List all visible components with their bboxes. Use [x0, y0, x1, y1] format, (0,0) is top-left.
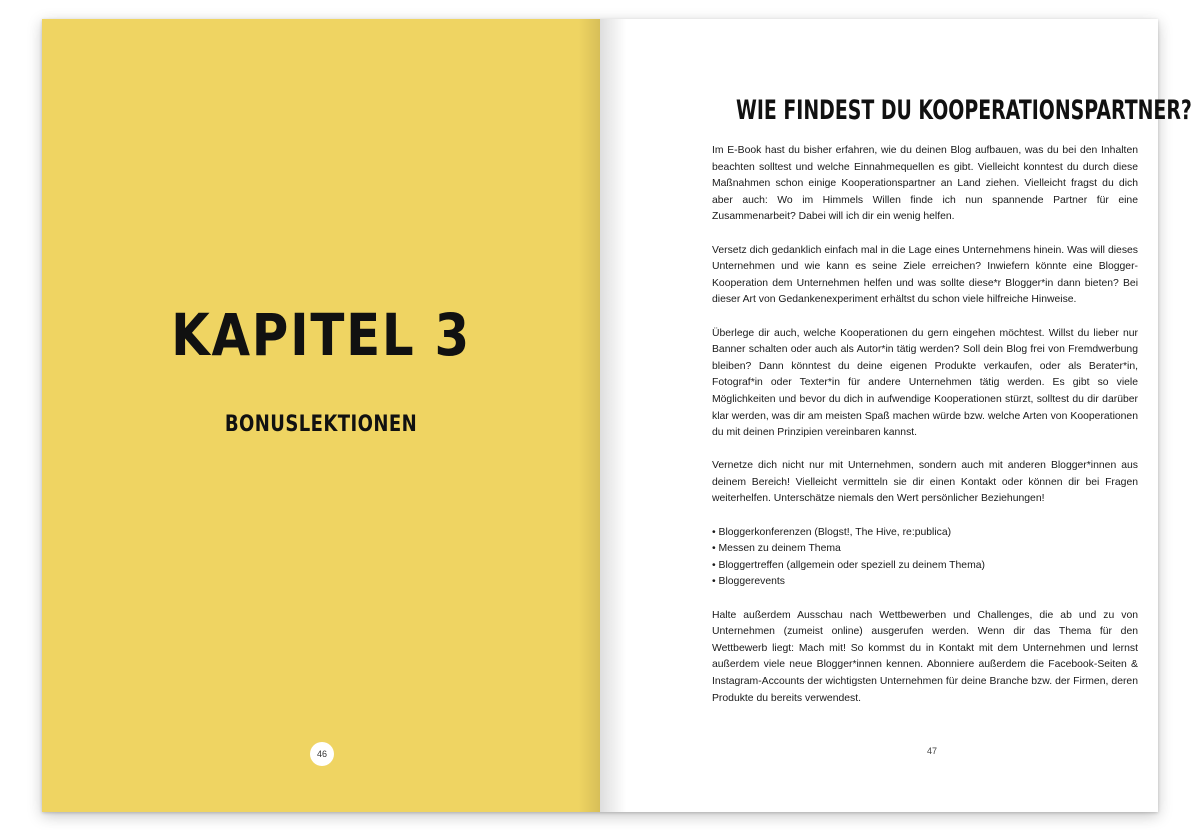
page-number-left: 46 — [310, 742, 334, 766]
spine-shadow — [578, 19, 600, 812]
chapter-title: KAPITEL 3 — [171, 301, 471, 369]
paragraph: Versetz dich gedanklich einfach mal in die Lage eines Unternehmens hinein. Was will dieses Unternehmen und wie kann es seine Ziele erreichen? Inwiefern könnte eine Blogger-Kooperation dem Unternehmen helfen und was sollte diese*r Blogger*in dann bieten? Bei dieser Art von Gedankenexperiment erhältst du schon viele hilfreiche Hinweise. — [712, 244, 1138, 306]
bullet-item: • Bloggerkonferenzen (Blogst!, The Hive, re:publica) — [712, 525, 1138, 542]
paragraph: Überlege dir auch, welche Kooperationen du gern eingehen möchtest. Willst du lieber nur Banner schalten oder auch als Autor*in tätig werden? Soll dein Blog frei von Fremdwerbung bleiben? Dann könntest du deine eigenen Produkte verkaufen, oder als Berater*in, Fotograf*in oder Texter*in für andere Unternehmen tätig werden. Es gibt so viele Möglichkeiten und bevor du dich in aufwendige Kooperationen stürzt, solltest du dir darüber klar werden, was dir am meisten Spaß machen würde bzw. welche Arten von Kooperationen du mit deinen Prinzipien vereinbaren kannst. — [712, 327, 1138, 439]
paragraph: Im E-Book hast du bisher erfahren, wie du deinen Blog aufbauen, was du bei den Inhalten beachten solltest und welche Einnahmequellen es gibt. Vielleicht konntest du durch diese Maßnahmen schon einige Kooperationspartner an Land ziehen. Vielleicht fragst du dich aber auch: Wo im Himmels Willen finde ich nun spannende Partner für eine Zusammenarbeit? Dabei will ich dir ein wenig helfen. — [712, 145, 1138, 223]
bullet-item: • Bloggerevents — [712, 574, 1138, 591]
body-text — [712, 143, 1138, 724]
bullet-list — [712, 525, 1138, 591]
spine-shadow — [600, 19, 626, 812]
book-spread — [42, 19, 1192, 812]
page-number-right: 47 — [926, 746, 937, 756]
paragraph: Halte außerdem Ausschau nach Wettbewerben und Challenges, die ab und zu von Unternehmen (zumeist online) ausgerufen werden. Wenn dir das Thema für den Wettbewerb liegt: Mach mit! So kommst du in Kontakt mit dem Unternehmen und lernst außerdem viele neue Blogger*innen kennen. Abonniere außerdem die Facebook-Seiten & Instagram-Accounts der wichtigsten Unternehmen für deine Branche bzw. der Firmen, deren Produkte du bereits verwendest. — [712, 609, 1138, 704]
left-page — [42, 19, 600, 812]
page-heading: WIE FINDEST DU KOOPERATIONSPARTNER? — [736, 95, 1192, 126]
paragraph: Vernetze dich nicht nur mit Unternehmen, sondern auch mit anderen Blogger*innen aus deinem Bereich! Vielleicht vermitteln sie dir einen Kontakt oder können dir bei Fragen weiterhelfen. Unterschätze niemals den Wert persönlicher Beziehungen! — [712, 460, 1138, 505]
bullet-item: • Messen zu deinem Thema — [712, 541, 1138, 558]
chapter-subtitle: BONUSLEKTIONEN — [224, 412, 418, 437]
bullet-item: • Bloggertreffen (allgemein oder speziell zu deinem Thema) — [712, 558, 1138, 575]
right-page — [600, 19, 1192, 812]
